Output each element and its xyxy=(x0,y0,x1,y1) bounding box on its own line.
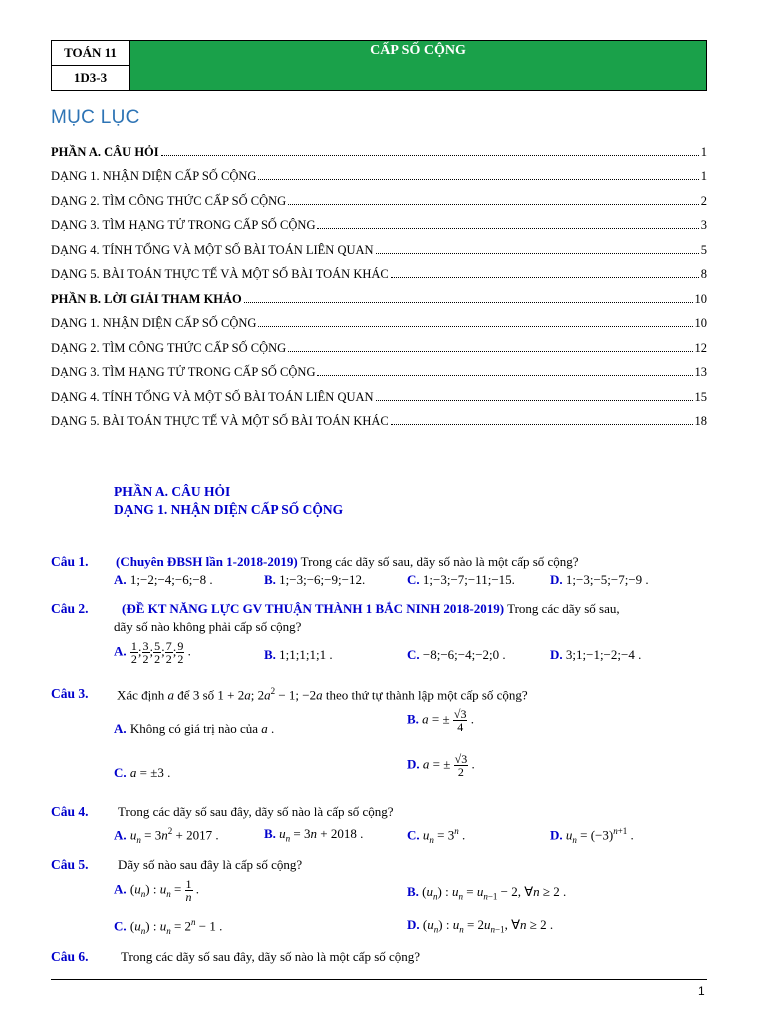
toc-dot-leader xyxy=(161,155,699,156)
table-of-contents xyxy=(51,135,707,429)
toc-dot-leader xyxy=(391,277,699,278)
toc-entry-page: 10 xyxy=(694,291,707,306)
type-heading: DẠNG 1. NHẬN DIỆN CẤP SỐ CỘNG xyxy=(114,502,344,517)
page-number: 1 xyxy=(698,984,705,998)
question-2-option-b: B. 1;1;1;1;1 . xyxy=(264,647,333,662)
toc-entry-label: DẠNG 1. NHẬN DIỆN CẤP SỐ CỘNG xyxy=(51,316,257,330)
toc-entry[interactable] xyxy=(51,356,707,381)
toc-entry-page: 12 xyxy=(694,340,707,355)
question-3-option-d: D. a = ± $\frac{√3}{2}$ . xyxy=(407,752,475,779)
question-5-option-d: D. $(u_n)$ : $u_n = 2u_{n-1}$, ∀n ≥ 2 . xyxy=(407,917,554,935)
toc-entry-label: PHẦN A. CÂU HỎI xyxy=(51,144,159,159)
footer-divider xyxy=(51,979,707,980)
toc-dot-leader xyxy=(244,302,693,303)
toc-entry-page: 15 xyxy=(694,389,707,404)
question-4-text: Trong các dãy số sau đây, dãy số nào là cấp số cộng? xyxy=(118,804,394,819)
toc-entry-label: PHẦN B. LỜI GIẢI THAM KHẢO xyxy=(51,291,242,306)
question-4-option-a: A. $u_n = 3n^2 + 2017$ . xyxy=(114,826,219,845)
toc-entry[interactable] xyxy=(51,184,707,209)
toc-entry-page: 18 xyxy=(694,414,707,428)
toc-entry[interactable] xyxy=(51,135,707,160)
question-4-option-b: B. $u_n = 3n + 2018$ . xyxy=(264,826,364,844)
question-2-option-a: A. $\frac{1}{2}$ ; $\frac{3}{2}$ ; $\frac{5}{2}$ ; $\frac{7}{2}$ ; $\frac{9}{2}$ . xyxy=(114,639,191,666)
toc-entry-page: 1 xyxy=(700,169,707,183)
toc-dot-leader xyxy=(391,424,693,425)
document-title: CẤP SỐ CỘNG xyxy=(129,40,707,91)
toc-entry-page: 3 xyxy=(700,218,707,232)
toc-entry-page: 2 xyxy=(700,193,707,208)
question-4-option-c: C. $u_n = 3^n$ . xyxy=(407,826,466,845)
question-2-source: (ĐỀ KT NĂNG LỰC GV THUẬN THÀNH 1 BẮC NINH 2018-2019) xyxy=(122,601,505,616)
toc-dot-leader xyxy=(376,400,693,401)
toc-entry-page: 5 xyxy=(700,242,707,257)
toc-entry-label: DẠNG 3. TÌM HẠNG TỬ TRONG CẤP SỐ CỘNG xyxy=(51,365,316,379)
toc-dot-leader xyxy=(376,253,699,254)
toc-entry-label: DẠNG 5. BÀI TOÁN THỰC TẾ VÀ MỘT SỐ BÀI TOÁN KHÁC xyxy=(51,267,389,281)
toc-title: MỤC LỤC xyxy=(51,107,140,128)
toc-entry-label: DẠNG 1. NHẬN DIỆN CẤP SỐ CỘNG xyxy=(51,169,257,183)
question-1-number: Câu 1. xyxy=(51,554,89,569)
question-3-option-c: C. a = ±3 . xyxy=(114,765,171,780)
toc-entry-label: DẠNG 2. TÌM CÔNG THỨC CẤP SỐ CỘNG xyxy=(51,340,287,355)
toc-entry[interactable] xyxy=(51,282,707,307)
question-5-option-b: B. $(u_n)$ : $u_n = u_{n-1} - 2$, ∀n ≥ 2 . xyxy=(407,884,567,902)
toc-dot-leader xyxy=(258,326,692,327)
question-1-source: (Chuyên ĐBSH lần 1-2018-2019) xyxy=(116,554,298,569)
toc-dot-leader xyxy=(288,204,699,205)
question-3-text: Xác định a để 3 số 1 + 2a; $2a^2 - 1$; −2a theo thứ tự thành lập một cấp số cộng? xyxy=(117,686,528,703)
toc-entry[interactable] xyxy=(51,331,707,356)
toc-dot-leader xyxy=(288,351,692,352)
question-5-option-c: C. $(u_n)$ : $u_n = 2^n - 1$ . xyxy=(114,917,223,936)
question-1-option-b: B. 1;−3;−6;−9;−12. xyxy=(264,572,366,587)
toc-entry-page: 8 xyxy=(700,267,707,281)
toc-entry-label: DẠNG 2. TÌM CÔNG THỨC CẤP SỐ CỘNG xyxy=(51,193,287,208)
toc-entry-page: 10 xyxy=(694,316,707,330)
question-1-option-d: D. 1;−3;−5;−7;−9 . xyxy=(550,572,649,587)
toc-entry[interactable] xyxy=(51,209,707,234)
question-4-option-d: D. $u_n = (-3)^{n+1}$ . xyxy=(550,826,634,845)
part-heading: PHẦN A. CÂU HỎI xyxy=(114,484,231,499)
question-3-option-b: B. a = ± $\frac{√3}{4}$ . xyxy=(407,707,474,734)
question-1-option-c: C. 1;−3;−7;−11;−15. xyxy=(407,572,515,587)
question-2-text-line2: dãy số nào không phải cấp số cộng? xyxy=(114,619,302,634)
question-3-option-a: A. Không có giá trị nào của a . xyxy=(114,721,275,736)
question-2-number: Câu 2. xyxy=(51,601,89,616)
toc-entry-page: 1 xyxy=(700,144,707,159)
toc-entry[interactable] xyxy=(51,233,707,258)
toc-entry[interactable] xyxy=(51,380,707,405)
question-6-number: Câu 6. xyxy=(51,949,89,964)
document-header xyxy=(51,40,707,91)
question-3-number: Câu 3. xyxy=(51,686,89,701)
question-1-text: (Chuyên ĐBSH lần 1-2018-2019) Trong các dãy số sau, dãy số nào là một cấp số cộng? xyxy=(116,554,579,569)
toc-entry[interactable] xyxy=(51,160,707,185)
lesson-code: 1D3-3 xyxy=(51,65,130,91)
question-4-number: Câu 4. xyxy=(51,804,89,819)
question-1-option-a: A. 1;−2;−4;−6;−8 . xyxy=(114,572,213,587)
question-2-option-d: D. 3;1;−1;−2;−4 . xyxy=(550,647,642,662)
toc-dot-leader xyxy=(258,179,698,180)
question-6-text: Trong các dãy số sau đây, dãy số nào là một cấp số cộng? xyxy=(121,949,421,964)
subject-label: TOÁN 11 xyxy=(51,40,130,66)
toc-entry-label: DẠNG 5. BÀI TOÁN THỰC TẾ VÀ MỘT SỐ BÀI TOÁN KHÁC xyxy=(51,414,389,428)
toc-entry[interactable] xyxy=(51,307,707,332)
toc-entry-label: DẠNG 3. TÌM HẠNG TỬ TRONG CẤP SỐ CỘNG xyxy=(51,218,316,232)
question-5-text: Dãy số nào sau đây là cấp số cộng? xyxy=(118,857,303,872)
toc-entry[interactable] xyxy=(51,405,707,430)
question-5-option-a: A. $(u_n)$ : $u_n$ = $\frac{1}{n}$ . xyxy=(114,877,200,904)
toc-entry-page: 13 xyxy=(694,365,707,379)
toc-dot-leader xyxy=(317,375,692,376)
question-5-number: Câu 5. xyxy=(51,857,89,872)
toc-dot-leader xyxy=(317,228,698,229)
toc-entry-label: DẠNG 4. TÍNH TỔNG VÀ MỘT SỐ BÀI TOÁN LIÊN QUAN xyxy=(51,389,374,404)
toc-entry-label: DẠNG 4. TÍNH TỔNG VÀ MỘT SỐ BÀI TOÁN LIÊN QUAN xyxy=(51,242,374,257)
question-2-text: (ĐỀ KT NĂNG LỰC GV THUẬN THÀNH 1 BẮC NINH 2018-2019) Trong các dãy số sau, xyxy=(122,601,620,616)
question-2-option-c: C. −8;−6;−4;−2;0 . xyxy=(407,647,506,662)
toc-entry[interactable] xyxy=(51,258,707,283)
